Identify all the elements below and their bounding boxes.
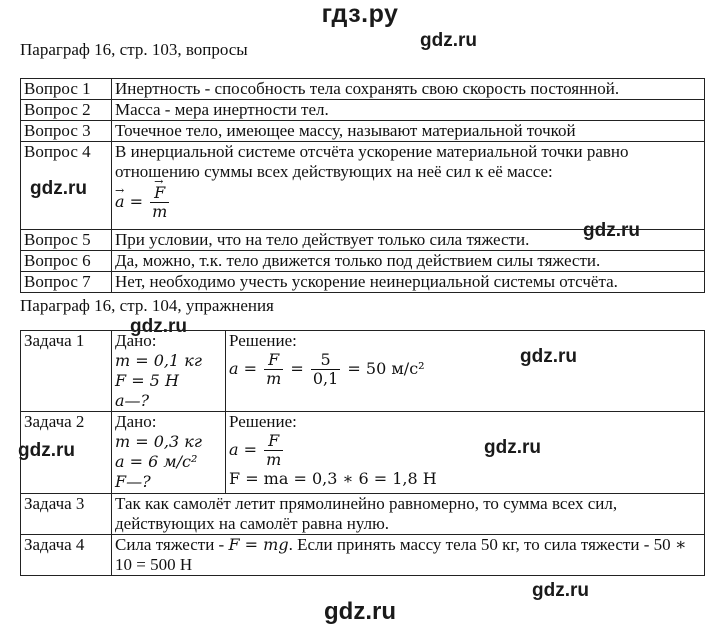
watermark: gdz.ru (18, 440, 75, 461)
row-text: Масса - мера инертности тел. (112, 100, 705, 121)
formula-result: = 50 м/с² (342, 359, 425, 378)
row-label: Вопрос 1 (21, 79, 112, 100)
row-text-with-formula (112, 142, 705, 230)
row-label: Задача 2 (21, 412, 112, 494)
solution-title: Решение: (229, 412, 297, 431)
fraction (264, 351, 283, 388)
row-text: Нет, необходимо учесть ускорение неинерциальной системы отсчёта. (112, 272, 705, 293)
table-row (21, 100, 705, 121)
table-row (21, 412, 705, 494)
tasks-table (20, 330, 705, 576)
row-label: Вопрос 3 (21, 121, 112, 142)
given-item: m = 0,1 кг (115, 351, 202, 370)
solution-formula (229, 351, 701, 388)
watermark: gdz.ru (130, 316, 187, 337)
formula-text: a = (229, 440, 263, 459)
questions-table (20, 78, 705, 293)
text-part: Сила тяжести - (115, 535, 229, 554)
formula-numerator: F (264, 432, 283, 451)
formula-lhs: → a (115, 192, 125, 212)
formula-denominator: 0,1 (312, 369, 339, 388)
row-text: Инертность - способность тела сохранять свою скорость постоянной. (112, 79, 705, 100)
fraction (150, 184, 169, 221)
row-label: Задача 1 (21, 331, 112, 412)
solution-cell (226, 331, 705, 412)
table-row (21, 230, 705, 251)
formula-numerator: 5 (311, 351, 340, 370)
given-item: a—? (115, 391, 150, 410)
table-row (21, 535, 705, 576)
formula-text: a = (229, 359, 263, 378)
given-item: m = 0,3 кг (115, 432, 202, 451)
given-item: F = 5 Н (115, 371, 179, 390)
table-row (21, 331, 705, 412)
site-logo-top[interactable]: гдз.ру (321, 0, 399, 28)
section-title-questions: Параграф 16, стр. 103, вопросы (20, 40, 248, 59)
formula-denominator: m (152, 202, 168, 221)
row-text: В инерциальной системе отсчёта ускорение материальной точки равно отношению суммы всех действующих на неё сил к её массе: (115, 142, 629, 181)
given-cell (112, 412, 226, 494)
solution-cell (226, 412, 705, 494)
row-label: Вопрос 2 (21, 100, 112, 121)
watermark: gdz.ru (583, 220, 640, 241)
row-label: Задача 4 (21, 535, 112, 576)
newton-formula (115, 182, 701, 221)
given-cell (112, 331, 226, 412)
formula-text: F = mg (228, 535, 289, 554)
watermark: gdz.ru (30, 178, 87, 199)
table-row (21, 251, 705, 272)
formula-numerator: F (264, 351, 283, 370)
table-row (21, 79, 705, 100)
solution-title: Решение: (229, 331, 297, 350)
row-text: Точечное тело, имеющее массу, называют материальной точкой (112, 121, 705, 142)
watermark: gdz.ru (484, 437, 541, 458)
given-item: F—? (115, 472, 151, 491)
formula-numerator: → F (154, 184, 165, 202)
formula-denominator: m (266, 450, 282, 469)
row-label: Задача 3 (21, 494, 112, 535)
solution-line: F = ma = 0,3 ∗ 6 = 1,8 Н (229, 469, 437, 488)
table-row (21, 272, 705, 293)
row-text: Так как самолёт летит прямолинейно равномерно, то сумма всех сил, действующих на самолёт равна нулю. (112, 494, 705, 535)
row-label: Вопрос 4 (21, 142, 112, 230)
fraction (311, 351, 340, 388)
section-title-exercises: Параграф 16, стр. 104, упражнения (20, 296, 274, 315)
given-title: Дано: (115, 331, 157, 350)
fraction (264, 432, 283, 469)
watermark: gdz.ru (420, 30, 477, 51)
table-row (21, 142, 705, 230)
watermark: gdz.ru (532, 580, 589, 601)
formula-denominator: m (266, 369, 282, 388)
row-text: При условии, что на тело действует только сила тяжести. (112, 230, 705, 251)
row-label: Вопрос 7 (21, 272, 112, 293)
text-part: . Если принять массу тела 50 кг, то сила тяжести - 50 ∗ 10 = 500 Н (115, 535, 687, 574)
table-row (21, 494, 705, 535)
row-label: Вопрос 5 (21, 230, 112, 251)
watermark: gdz.ru (520, 346, 577, 367)
given-item: a = 6 м/с² (115, 452, 198, 471)
solution-formula (229, 432, 701, 469)
given-title: Дано: (115, 412, 157, 431)
formula-eq: = (124, 192, 149, 211)
row-text: Да, можно, т.к. тело движется только под действием силы тяжести. (112, 251, 705, 272)
row-text (112, 535, 705, 576)
row-label: Вопрос 6 (21, 251, 112, 272)
table-row (21, 121, 705, 142)
formula-eq: = (285, 359, 309, 378)
site-logo-bottom[interactable]: gdz.ru (324, 598, 396, 625)
